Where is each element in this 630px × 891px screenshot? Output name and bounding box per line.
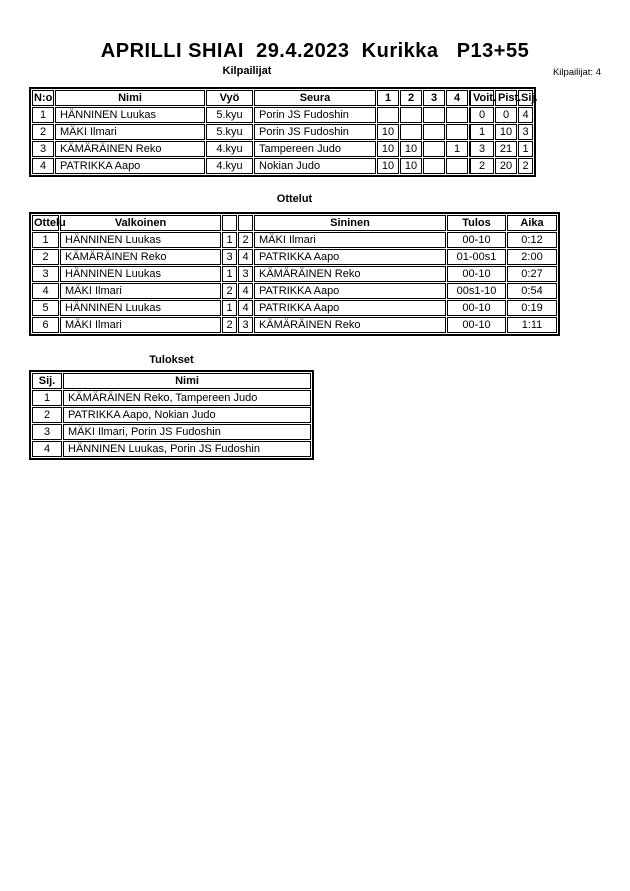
- competitor-no: 2: [32, 124, 54, 140]
- col-header-round-1: 1: [377, 90, 399, 106]
- round-1-score: 10: [377, 158, 399, 174]
- page-title: APRILLI SHIAI 29.4.2023 Kurikka P13+55: [100, 40, 530, 62]
- match-time: 1:11: [507, 317, 557, 333]
- competitor-row: [32, 124, 533, 140]
- blue-name: KÄMÄRÄINEN Reko: [254, 317, 446, 333]
- competitor-points: 20: [495, 158, 517, 174]
- competitor-belt: 5.kyu: [206, 107, 253, 123]
- white-name: HÄNNINEN Luukas: [60, 232, 221, 248]
- competitor-place: 4: [518, 107, 533, 123]
- match-result: 00-10: [447, 300, 506, 316]
- round-2-score: [400, 124, 422, 140]
- white-number: 2: [222, 317, 237, 333]
- result-row: [32, 407, 311, 423]
- round-1-score: 10: [377, 124, 399, 140]
- white-number: 1: [222, 232, 237, 248]
- competitor-belt: 4.kyu: [206, 158, 253, 174]
- competitor-no: 4: [32, 158, 54, 174]
- match-row: [32, 283, 557, 299]
- matches-header-row: [32, 215, 557, 231]
- competitor-place: 1: [518, 141, 533, 157]
- competitor-no: 1: [32, 107, 54, 123]
- white-name: HÄNNINEN Luukas: [60, 300, 221, 316]
- col-header-match: Ottelu: [34, 217, 66, 229]
- col-header-round-3: 3: [423, 90, 445, 106]
- col-header-wins: Voit.: [469, 90, 494, 106]
- result-place: 2: [32, 407, 62, 423]
- competitors-header-row: [32, 90, 533, 106]
- matches-heading: Ottelut: [276, 193, 313, 205]
- match-no: 5: [32, 300, 59, 316]
- results-header-row: [32, 373, 311, 389]
- competitors-heading: Kilpailijat: [222, 65, 272, 77]
- white-name: MÄKI Ilmari: [60, 283, 221, 299]
- matches-table: [29, 212, 560, 336]
- result-place: 3: [32, 424, 62, 440]
- col-header-result: Tulos: [447, 215, 506, 231]
- competitor-name: HÄNNINEN Luukas: [55, 107, 205, 123]
- blue-name: PATRIKKA Aapo: [254, 300, 446, 316]
- blue-number: 2: [238, 232, 253, 248]
- col-header-club: Seura: [254, 90, 376, 106]
- col-header-round-2: 2: [400, 90, 422, 106]
- match-row: [32, 249, 557, 265]
- competitor-wins: 3: [469, 141, 494, 157]
- match-row: [32, 317, 557, 333]
- white-number: 1: [222, 266, 237, 282]
- blue-name: PATRIKKA Aapo: [254, 283, 446, 299]
- competitors-count-label: Kilpailijat: 4: [552, 67, 601, 78]
- competitor-points: 10: [495, 124, 517, 140]
- match-result: 00-10: [447, 317, 506, 333]
- competitor-wins: 0: [469, 107, 494, 123]
- competitor-wins: 1: [469, 124, 494, 140]
- col-header-white-no: [222, 215, 237, 231]
- round-4-score: [446, 107, 468, 123]
- col-header-place: Sij.: [518, 90, 533, 106]
- result-row: [32, 390, 311, 406]
- match-no: 1: [32, 232, 59, 248]
- competitor-row: [32, 158, 533, 174]
- blue-name: PATRIKKA Aapo: [254, 249, 446, 265]
- match-time: 0:54: [507, 283, 557, 299]
- round-2-score: 10: [400, 158, 422, 174]
- col-header-round-4: 4: [446, 90, 468, 106]
- match-row: [32, 232, 557, 248]
- match-row: [32, 300, 557, 316]
- round-1-score: 10: [377, 141, 399, 157]
- round-3-score: [423, 124, 445, 140]
- match-no: 6: [32, 317, 59, 333]
- col-header-name: Nimi: [63, 373, 311, 389]
- col-header-blue-no: [238, 215, 253, 231]
- blue-number: 3: [238, 317, 253, 333]
- blue-number: 4: [238, 283, 253, 299]
- white-name: KÄMÄRÄINEN Reko: [60, 249, 221, 265]
- col-header-points: Pist.: [495, 90, 517, 106]
- match-row: [32, 266, 557, 282]
- round-3-score: [423, 141, 445, 157]
- col-header-blue: Sininen: [254, 215, 446, 231]
- competitor-row: [32, 107, 533, 123]
- round-3-score: [423, 107, 445, 123]
- match-result: 00s1-10: [447, 283, 506, 299]
- competitor-name: MÄKI Ilmari: [55, 124, 205, 140]
- white-number: 3: [222, 249, 237, 265]
- match-time: 0:27: [507, 266, 557, 282]
- match-no: 3: [32, 266, 59, 282]
- competitor-place: 2: [518, 158, 533, 174]
- final-results-table: [29, 370, 314, 460]
- final-results-heading: Tulokset: [149, 354, 194, 366]
- competitor-name: KÄMÄRÄINEN Reko: [55, 141, 205, 157]
- competitor-club: Nokian Judo: [254, 158, 376, 174]
- competitor-points: 0: [495, 107, 517, 123]
- competitor-no: 3: [32, 141, 54, 157]
- match-result: 01-00s1: [447, 249, 506, 265]
- round-2-score: [400, 107, 422, 123]
- col-header-name: Nimi: [55, 90, 205, 106]
- competitor-place: 3: [518, 124, 533, 140]
- round-1-score: [377, 107, 399, 123]
- round-4-score: 1: [446, 141, 468, 157]
- round-2-score: 10: [400, 141, 422, 157]
- result-name: MÄKI Ilmari, Porin JS Fudoshin: [63, 424, 311, 440]
- result-place: 1: [32, 390, 62, 406]
- white-name: MÄKI Ilmari: [60, 317, 221, 333]
- competitor-belt: 5.kyu: [206, 124, 253, 140]
- competitor-club: Tampereen Judo: [254, 141, 376, 157]
- blue-number: 3: [238, 266, 253, 282]
- round-4-score: [446, 124, 468, 140]
- col-header-time: Aika: [507, 215, 557, 231]
- match-time: 0:19: [507, 300, 557, 316]
- col-header-belt: Vyö: [206, 90, 253, 106]
- round-4-score: [446, 158, 468, 174]
- competitor-name: PATRIKKA Aapo: [55, 158, 205, 174]
- match-time: 0:12: [507, 232, 557, 248]
- competitor-belt: 4.kyu: [206, 141, 253, 157]
- competitor-row: [32, 141, 533, 157]
- result-name: KÄMÄRÄINEN Reko, Tampereen Judo: [63, 390, 311, 406]
- result-row: [32, 424, 311, 440]
- match-result: 00-10: [447, 232, 506, 248]
- result-name: PATRIKKA Aapo, Nokian Judo: [63, 407, 311, 423]
- result-place: 4: [32, 441, 62, 457]
- competitor-club: Porin JS Fudoshin: [254, 107, 376, 123]
- white-number: 1: [222, 300, 237, 316]
- match-time: 2:00: [507, 249, 557, 265]
- round-3-score: [423, 158, 445, 174]
- competitor-club: Porin JS Fudoshin: [254, 124, 376, 140]
- match-no: 4: [32, 283, 59, 299]
- blue-name: MÄKI Ilmari: [254, 232, 446, 248]
- col-header-place: Sij.: [32, 373, 62, 389]
- match-result: 00-10: [447, 266, 506, 282]
- col-header-white: Valkoinen: [60, 215, 221, 231]
- white-number: 2: [222, 283, 237, 299]
- white-name: HÄNNINEN Luukas: [60, 266, 221, 282]
- blue-name: KÄMÄRÄINEN Reko: [254, 266, 446, 282]
- competitor-points: 21: [495, 141, 517, 157]
- competitors-table: [29, 87, 536, 177]
- col-header-no: N:o: [34, 92, 53, 104]
- match-no: 2: [32, 249, 59, 265]
- result-row: [32, 441, 311, 457]
- blue-number: 4: [238, 249, 253, 265]
- blue-number: 4: [238, 300, 253, 316]
- result-name: HÄNNINEN Luukas, Porin JS Fudoshin: [63, 441, 311, 457]
- competitor-wins: 2: [469, 158, 494, 174]
